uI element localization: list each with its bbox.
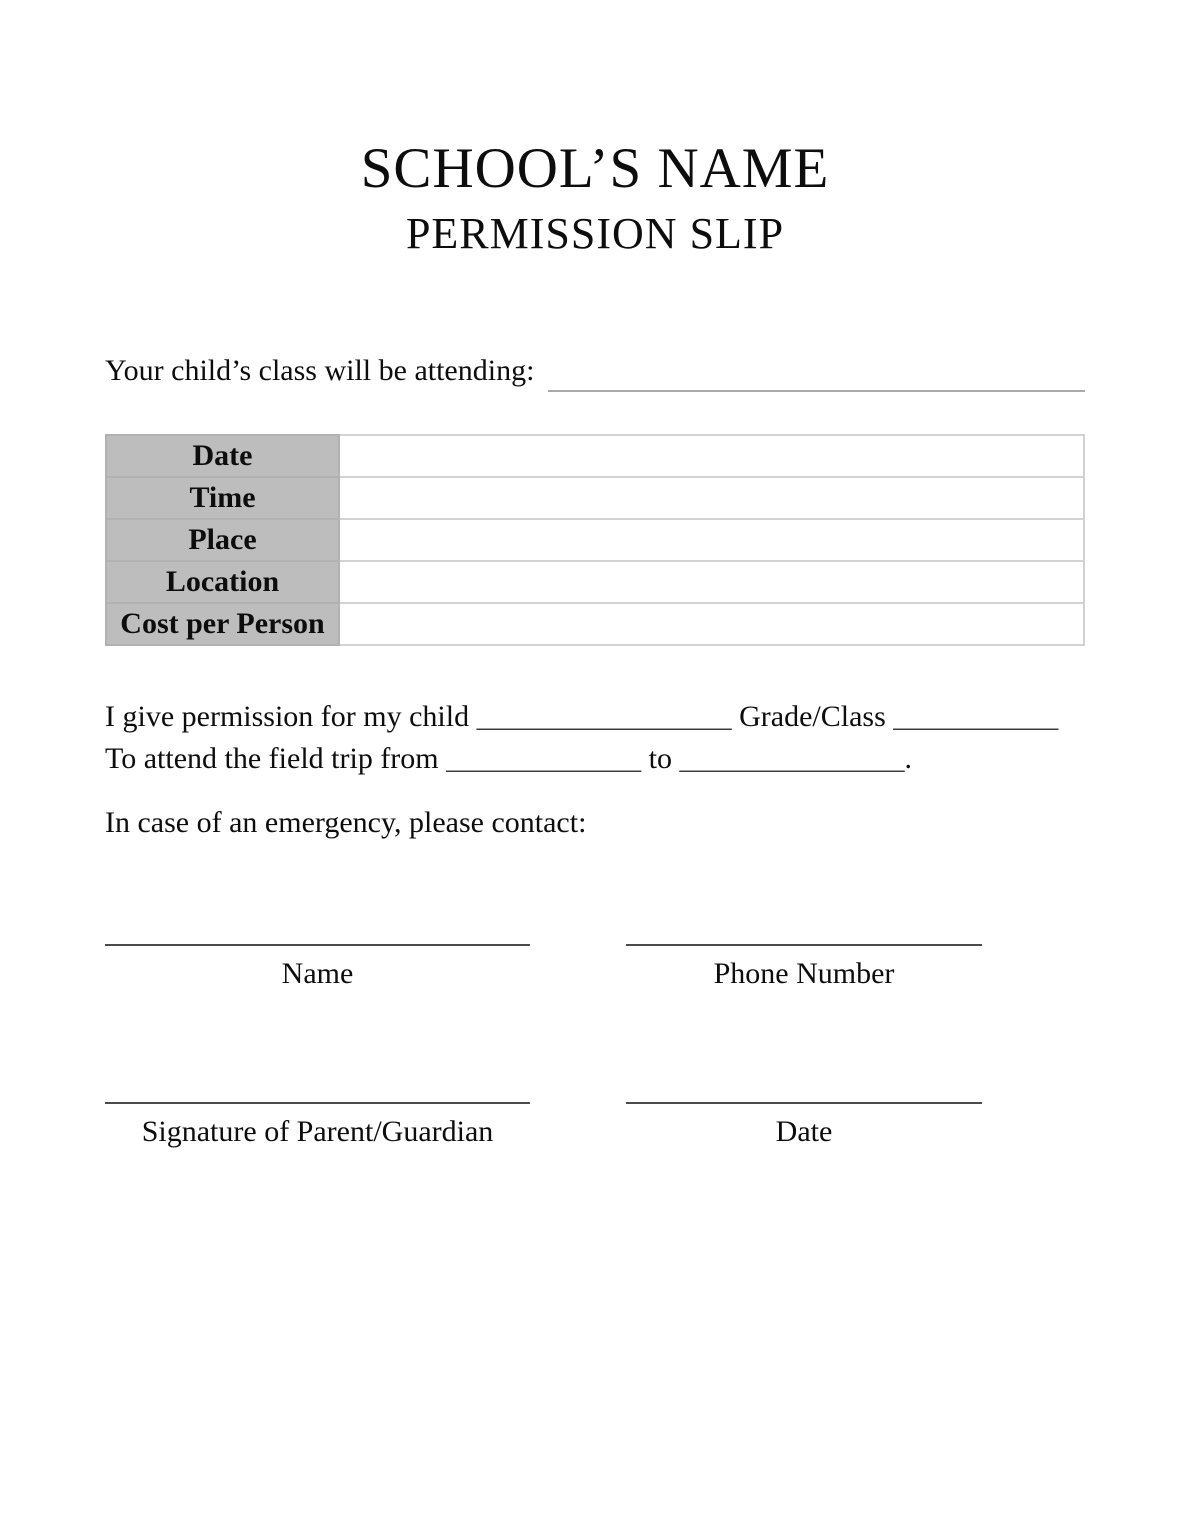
permission-line2-prefix: To attend the field trip from (105, 741, 439, 775)
row-value-place (339, 519, 1084, 561)
child-name-blank: _________________ (476, 699, 732, 733)
grade-class-label: Grade/Class (739, 699, 886, 733)
signature-date-field (626, 1102, 982, 1152)
signature-date-line (626, 1102, 982, 1104)
row-label-date: Date (106, 435, 339, 477)
row-value-location (339, 561, 1084, 603)
row-label-location: Location (106, 561, 339, 603)
permission-statement (105, 696, 1085, 780)
contact-signature-row (105, 944, 1085, 994)
row-value-date (339, 435, 1084, 477)
row-label-cost-per-person: Cost per Person (106, 603, 339, 645)
trip-details-table (105, 434, 1085, 646)
contact-phone-label: Phone Number (713, 956, 895, 990)
contact-name-line (105, 944, 530, 946)
permission-slip-subtitle: PERMISSION SLIP (405, 208, 785, 258)
to-label: to (648, 741, 672, 775)
attending-row (105, 346, 1085, 388)
emergency-contact-label: In case of an emergency, please contact: (105, 805, 587, 839)
grade-class-blank: ___________ (893, 699, 1059, 733)
table-row (106, 519, 1084, 561)
parent-signature-line (105, 1102, 530, 1104)
parent-signature-field (105, 1102, 530, 1152)
permission-line-2 (105, 738, 1085, 780)
table-row (106, 435, 1084, 477)
trip-from-blank: _____________ (446, 741, 642, 775)
trip-to-blank: _______________ (679, 741, 905, 775)
row-label-time: Time (106, 477, 339, 519)
table-row (106, 603, 1084, 645)
contact-name-label: Name (281, 956, 354, 990)
parent-signature-label: Signature of Parent/Guardian (141, 1114, 494, 1148)
row-value-time (339, 477, 1084, 519)
permission-line2-period: . (904, 741, 912, 775)
attending-blank-line (548, 390, 1085, 392)
permission-line1-prefix: I give permission for my child (105, 699, 470, 733)
row-value-cost-per-person (339, 603, 1084, 645)
contact-name-field (105, 944, 530, 994)
page-content (0, 136, 1187, 1152)
attending-label: Your child’s class will be attending: (105, 353, 535, 387)
table-row (106, 561, 1084, 603)
signature-date-label: Date (775, 1114, 833, 1148)
parent-signature-row (105, 1102, 1085, 1152)
permission-line-1 (105, 696, 1085, 738)
row-label-place: Place (106, 519, 339, 561)
contact-phone-line (626, 944, 982, 946)
table-row (106, 477, 1084, 519)
contact-phone-field (626, 944, 982, 994)
school-name-title: SCHOOL’S NAME (360, 137, 830, 200)
